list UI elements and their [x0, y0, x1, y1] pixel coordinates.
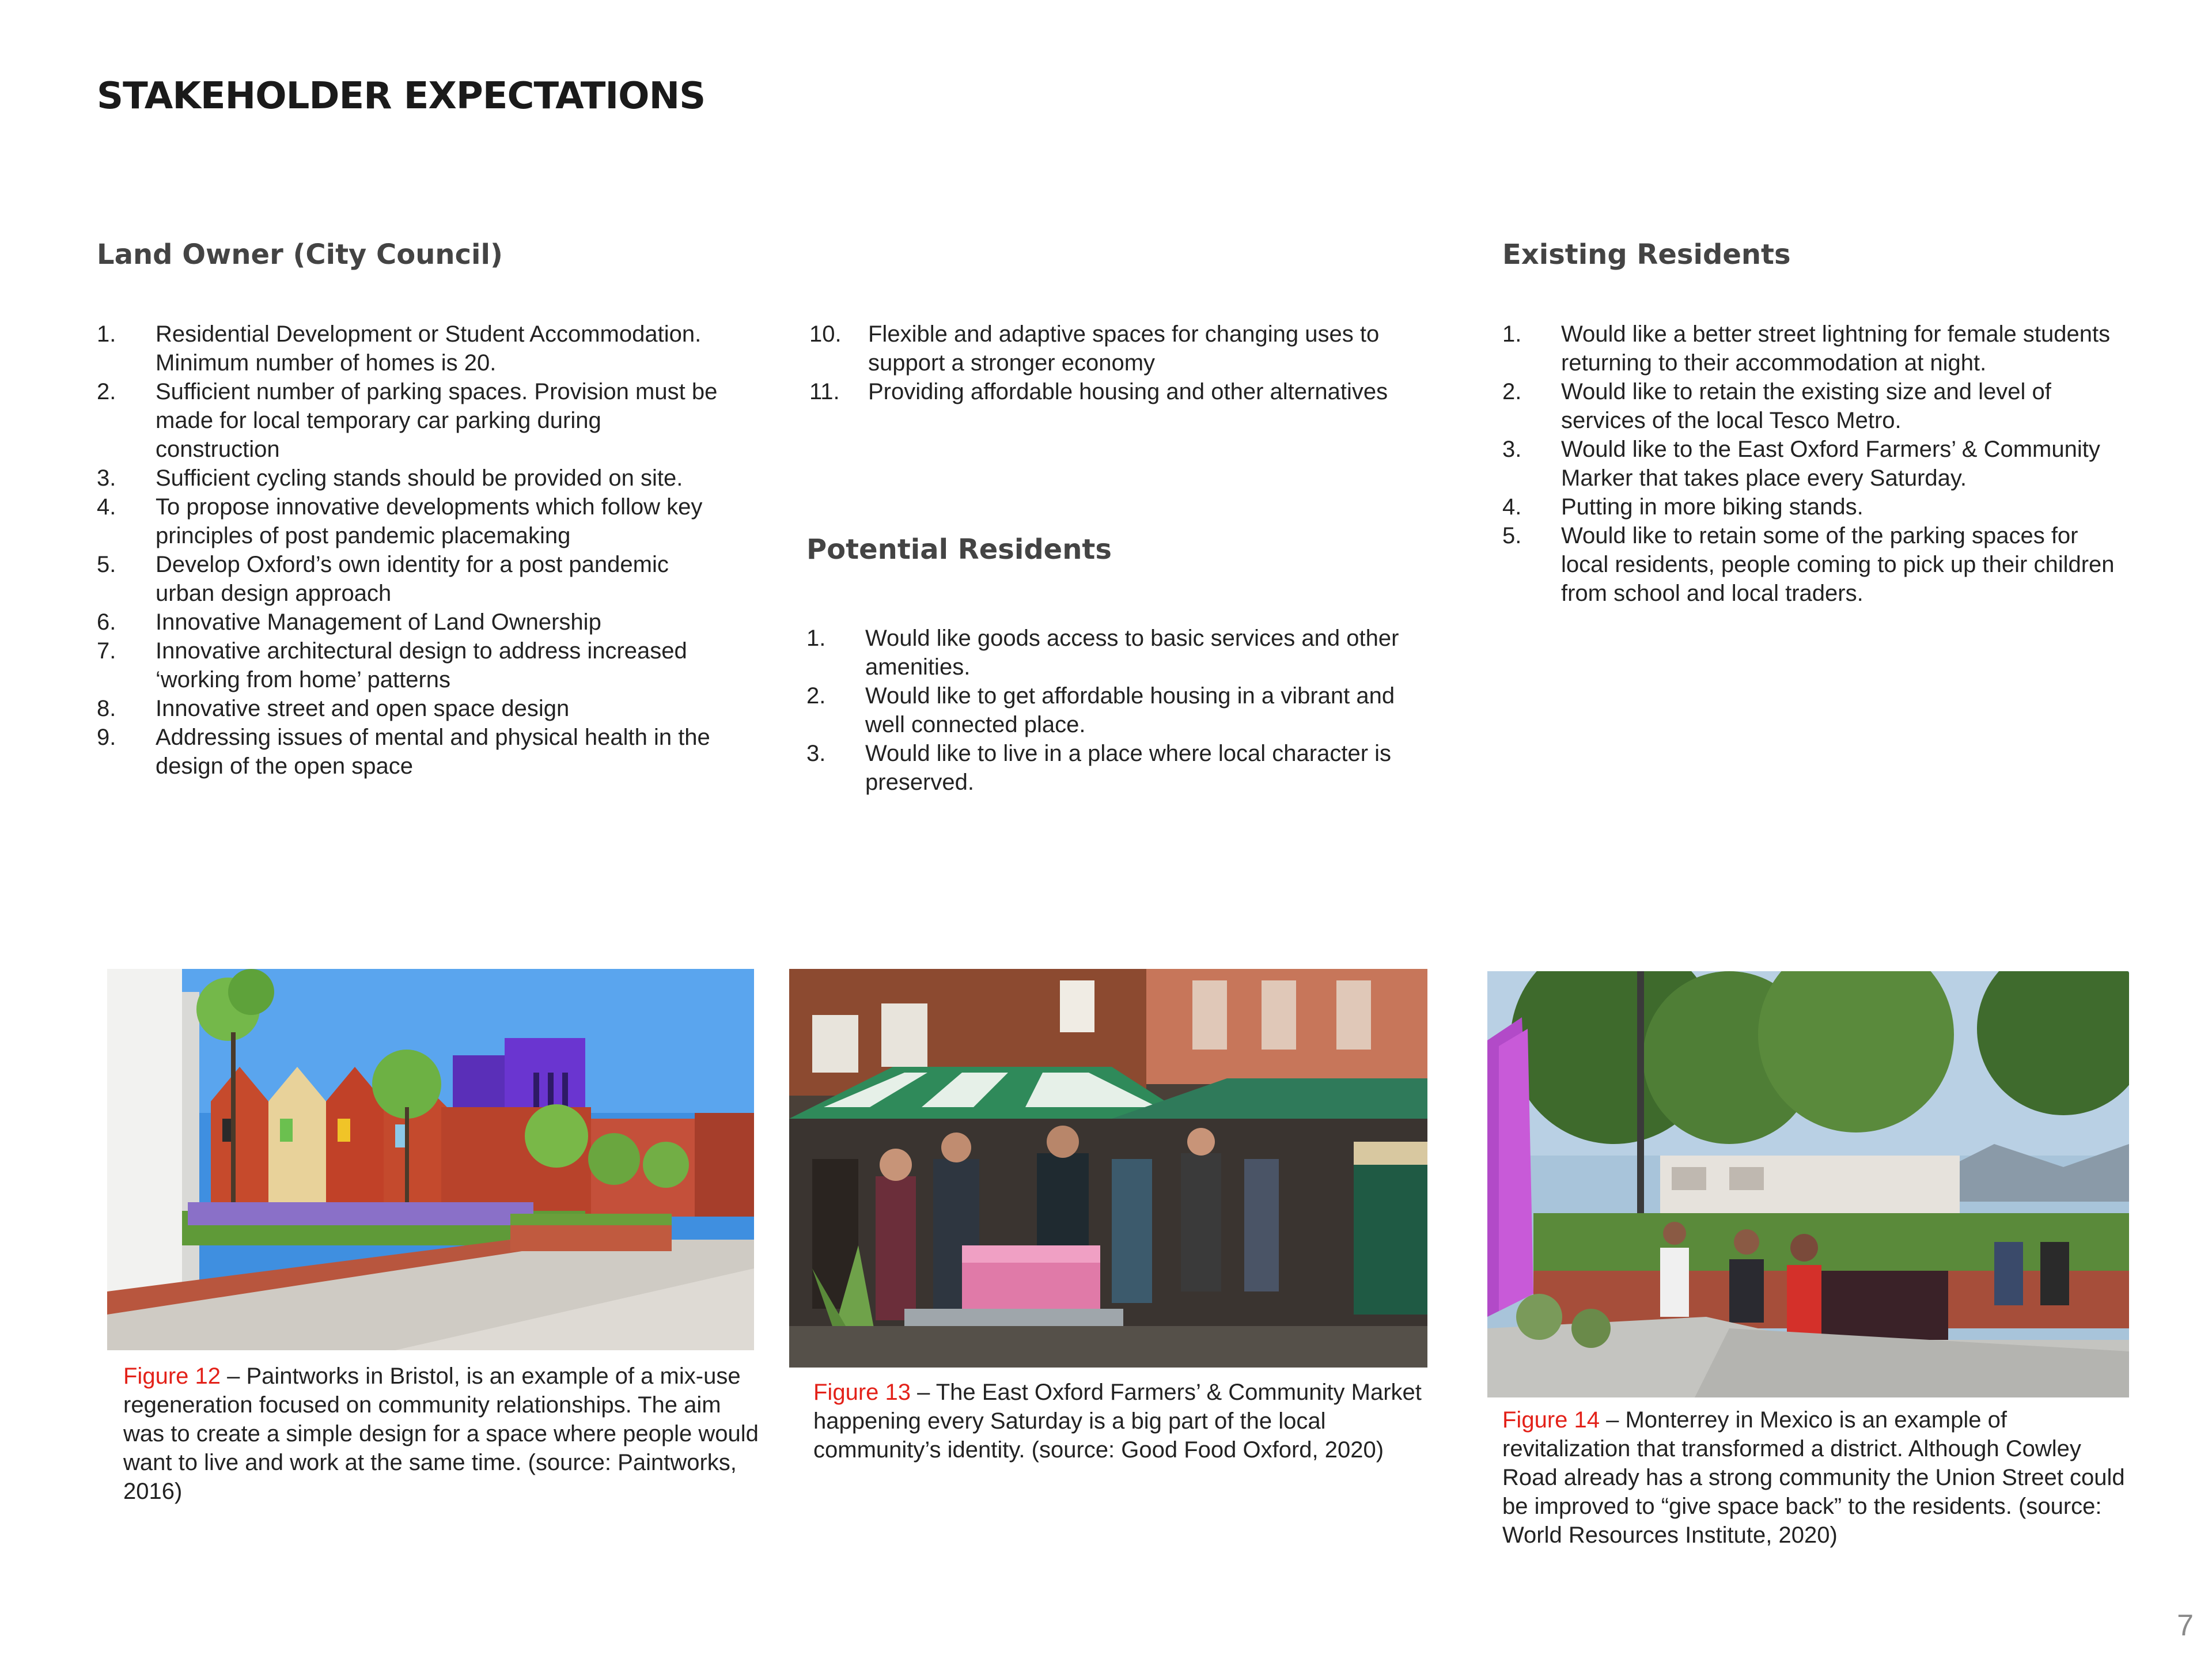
potential-residents-list [806, 624, 1429, 797]
list-item: 9. Addressing issues of mental and physical health in the design of the open space [97, 725, 710, 779]
list-item: 10. Flexible and adaptive spaces for changing uses to support a stronger economy [809, 321, 1380, 376]
figure-label: Figure 13 [813, 1380, 911, 1405]
figure-12-photo [107, 969, 754, 1350]
existing-residents-heading: Existing Residents [1502, 238, 1791, 271]
list-item: 3. Sufficient cycling stands should be provided on site. [97, 465, 683, 491]
existing-residents-list [1502, 320, 2124, 608]
list-item: 5. Develop Oxford’s own identity for a post pandemic urban design approach [97, 552, 669, 606]
list-item: 11. Providing affordable housing and other alternatives [809, 379, 1388, 404]
figure-14-caption: Figure 14 – Monterrey in Mexico is an example of revitalization that transformed a district. Although Cowley Road already has a strong community the Union Street could be improved to “give space back” to the residents. (source: World Resources Institute, 2020) [1502, 1407, 2125, 1548]
list-item: 2. Sufficient number of parking spaces. Provision must be made for local temporary car parking during construction [97, 379, 718, 462]
list-item: 6. Innovative Management of Land Ownership [97, 609, 601, 635]
figure-label: Figure 14 [1502, 1407, 1600, 1433]
list-item: 4. Putting in more biking stands. [1502, 494, 1863, 520]
land-owner-list [97, 320, 730, 781]
page-title: STAKEHOLDER EXPECTATIONS [97, 75, 706, 118]
list-item: 2. Would like to get affordable housing in a vibrant and well connected place. [806, 683, 1395, 737]
list-item: 2. Would like to retain the existing size and level of services of the local Tesco Metro. [1502, 379, 2051, 433]
figure-13-photo [789, 969, 1427, 1368]
list-item: 3. Would like to the East Oxford Farmers’ & Community Marker that takes place every Saturday. [1502, 437, 2100, 491]
list-item: 7. Innovative architectural design to address increased ‘working from home’ patterns [97, 638, 687, 692]
figure-14-photo [1487, 971, 2129, 1397]
list-item: 5. Would like to retain some of the parking spaces for local residents, people coming to pick up their children from school and local traders. [1502, 523, 2115, 606]
list-item: 1. Would like goods access to basic services and other amenities. [806, 626, 1399, 680]
potential-residents-heading: Potential Residents [806, 533, 1112, 566]
figure-label: Figure 12 [123, 1363, 221, 1389]
figure-13-caption: Figure 13 – The East Oxford Farmers’ & Community Market happening every Saturday is a big part of the local community’s identity. (source: Good Food Oxford, 2020) [813, 1380, 1422, 1463]
page-number: 7 [2177, 1609, 2194, 1642]
land-owner-heading: Land Owner (City Council) [97, 238, 503, 271]
land-owner-list-continued [809, 320, 1420, 406]
figure-12-caption: Figure 12 – Paintworks in Bristol, is an example of a mix-use regeneration focused on community relationships. The aim was to create a simple design for a space where people would want to live and work at the same time. (source: Paintworks, 2016) [123, 1363, 759, 1504]
list-item: 3. Would like to live in a place where local character is preserved. [806, 741, 1392, 795]
list-item: 1. Would like a better street lightning for female students returning to their accommodation at night. [1502, 321, 2111, 376]
list-item: 4. To propose innovative developments which follow key principles of post pandemic placemaking [97, 494, 703, 548]
list-item: 1. Residential Development or Student Accommodation. Minimum number of homes is 20. [97, 321, 702, 376]
list-item: 8. Innovative street and open space design [97, 696, 570, 721]
